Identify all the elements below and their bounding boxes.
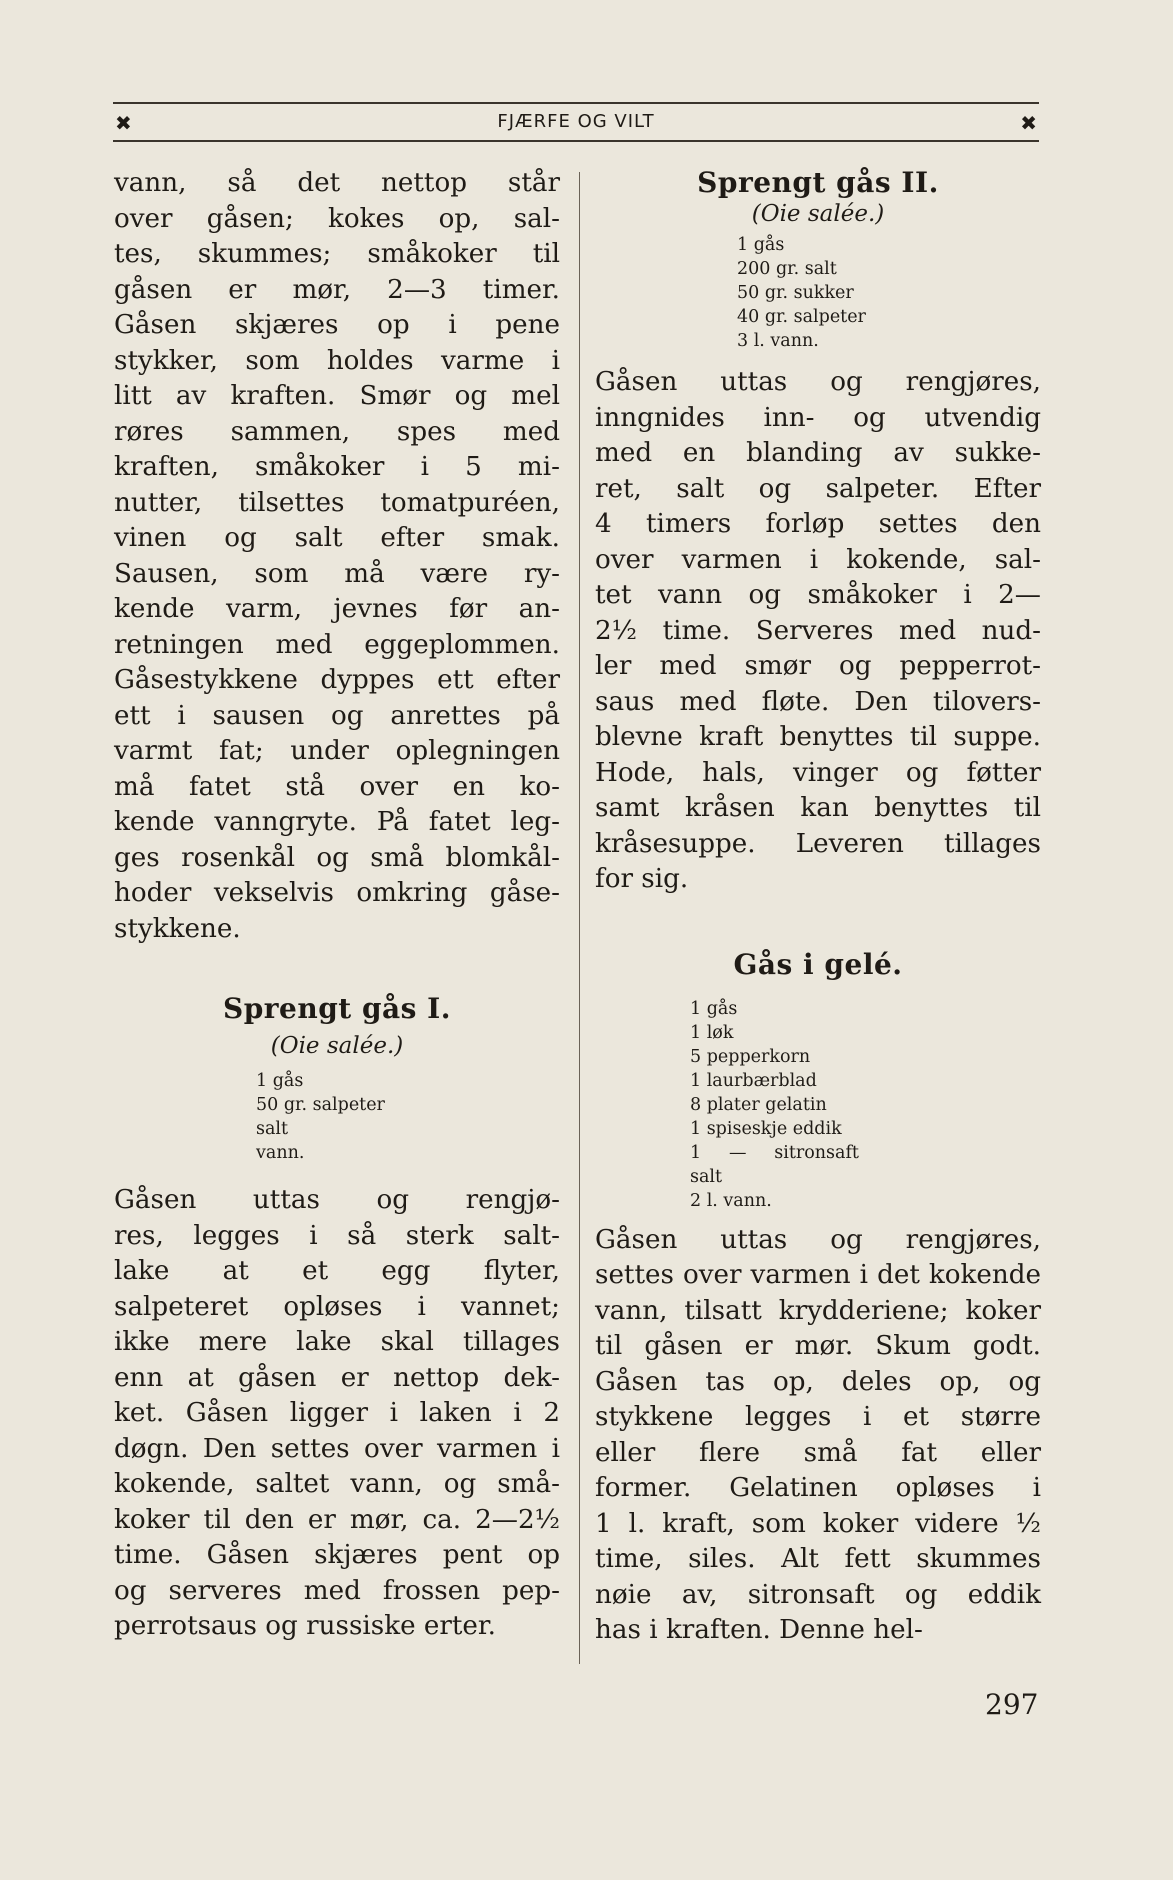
text-line: saus med fløte. Den tilovers- [595,686,1041,717]
text-line: 1 l. kraft, som koker videre ½ [595,1508,1041,1539]
text-line: og serveres med frossen pep- [114,1575,560,1606]
header-ornament-right: ✖ [1020,111,1037,135]
text-line: kokende, saltet vann, og små- [114,1469,560,1499]
text-line: Gåsen uttas og rengjøres, [595,367,1041,397]
text-line: må fatet stå over en ko- [114,771,560,802]
text-line: blevne kraft benyttes til suppe. [595,722,1041,752]
text-line: perrotsaus og russiske erter. [114,1611,496,1641]
ingredient-item: 2 l. vann. [690,1190,772,1211]
text-line: over gåsen; kokes op, sal- [114,203,560,234]
text-line: Gåsestykkene dyppes ett efter [114,665,560,695]
text-line: samt kråsen kan benyttes til [595,793,1041,823]
text-line: koker til den er mør, ca. 2—2½ [114,1504,560,1535]
text-line: tet vann og småkoker i 2— [595,580,1041,610]
ingredient-item: 50 gr. sukker [737,283,854,303]
text-line: ett i sausen og anrettes på [114,700,560,731]
text-line: ret, salt og salpeter. Efter [595,473,1041,504]
ingredient-item: 50 gr. salpeter [256,1095,385,1115]
text-line: 4 timers forløp settes den [595,509,1041,539]
ingredient-item: vann. [256,1143,305,1163]
text-line: kraften, småkoker i 5 mi- [114,452,560,482]
ingredient-item: salt [690,1166,723,1187]
ingredient-item: 200 gr. salt [737,259,837,279]
recipe-instructions-3 [595,1223,1041,1649]
text-line: Gåsen tas op, deles op, og [595,1366,1041,1397]
text-line: for sig. [595,864,689,894]
text-line: kråsesuppe. Leveren tillages [595,828,1041,859]
text-line: salpeteret opløses i vannet; [114,1291,560,1322]
text-line: til gåsen er mør. Skum godt. [595,1331,1041,1361]
text-line: time, siles. Alt fett skummes [595,1544,1041,1574]
text-line: vann, så det nettop står [114,168,560,198]
text-line: tes, skummes; småkoker til [114,239,560,269]
text-line: inngnides inn- og utvendig [595,402,1041,433]
header-ornament-left: ✖ [115,111,132,135]
ingredient-list-1 [256,1069,560,1165]
text-line: Gåsen uttas og rengjøres, [595,1224,1041,1255]
text-line: litt av kraften. Smør og mel [114,381,560,411]
recipe-instructions-1 [114,1183,560,1645]
text-line: stykkene legges i et større [595,1402,1041,1432]
text-line: med en blanding av sukke- [595,438,1041,468]
recipe-title-sprengt-gas-2: Sprengt gås II. [697,166,939,199]
text-line: varmt fat; under oplegningen [114,736,560,766]
text-line: vinen og salt efter smak. [114,523,560,553]
intro-paragraph [114,166,560,947]
text-line: has i kraften. Denne hel- [595,1615,923,1645]
ingredient-item: 8 plater gelatin [690,1094,827,1115]
ingredient-list-3 [690,997,1041,1213]
text-line: 2½ time. Serveres med nud- [595,615,1041,646]
text-line: eller flere små fat eller [595,1437,1041,1468]
text-line: gåsen er mør, 2—3 timer. [114,274,560,305]
ingredient-item: 1 gås [690,998,738,1019]
recipe-subtitle-1: (Oie salée.) [270,1033,404,1059]
ingredient-item: 3 l. vann. [737,331,819,351]
text-line: over varmen i kokende, sal- [595,544,1041,575]
text-line: ges rosenkål og små blomkål- [114,842,560,873]
recipe-title-sprengt-gas-1: Sprengt gås I. [222,992,452,1025]
ingredient-list-2 [737,233,1041,353]
ingredient-item: 1 gås [256,1071,304,1091]
text-line: lake at et egg flyter, [114,1256,560,1286]
recipe-instructions-2 [595,365,1041,898]
text-line: enn at gåsen er nettop dek- [114,1362,560,1393]
left-column [114,166,560,1645]
header-title: FJÆRFE OG VILT [497,111,655,132]
text-line: døgn. Den settes over varmen i [114,1433,560,1464]
text-line: Sausen, som må være ry- [114,558,560,589]
ingredient-item: 1 laurbærblad [690,1070,817,1091]
text-line: kende varm, jevnes før an- [114,594,560,624]
ingredient-item: 1 løk [690,1022,734,1043]
text-line: settes over varmen i det kokende [595,1260,1041,1290]
ingredient-item: 1 — sitronsaft [690,1142,859,1163]
text-line: hoder vekselvis omkring gåse- [114,878,560,908]
text-line: Hode, hals, vinger og føtter [595,757,1041,788]
text-line: ler med smør og pepperrot- [595,651,1041,681]
text-line: nøie av, sitronsaft og eddik [595,1579,1041,1610]
ingredient-item: 40 gr. salpeter [737,307,866,327]
text-line: røres sammen, spes med [114,416,560,447]
text-line: retningen med eggeplommen. [114,629,560,660]
page-number: 297 [985,1688,1039,1721]
text-line: stykkene. [114,913,241,944]
recipe-subtitle-2: (Oie salée.) [751,201,885,227]
ingredient-item: salt [256,1119,289,1139]
text-line: time. Gåsen skjæres pent op [114,1540,560,1570]
text-line: former. Gelatinen opløses i [595,1473,1041,1503]
text-line: ket. Gåsen ligger i laken i 2 [114,1398,560,1428]
recipe-title-gas-i-gele: Gås i gelé. [733,947,903,981]
text-line: vann, tilsatt krydderiene; koker [595,1295,1041,1326]
ingredient-item: 1 gås [737,235,785,255]
text-line: stykker, som holdes varme i [114,345,560,376]
right-column [595,166,1041,1649]
text-line: Gåsen skjæres op i pene [114,310,560,340]
text-line: ikke mere lake skal tillages [114,1327,560,1357]
text-line: nutter, tilsettes tomatpuréen, [114,487,560,518]
ingredient-item: 5 pepperkorn [690,1046,811,1067]
running-header [113,102,1039,142]
text-line: res, legges i så sterk salt- [114,1220,560,1251]
ingredient-item: 1 spiseskje eddik [690,1118,842,1139]
text-line: Gåsen uttas og rengjø- [114,1185,560,1215]
text-line: kende vanngryte. På fatet leg- [114,807,560,837]
column-divider [579,172,580,1664]
